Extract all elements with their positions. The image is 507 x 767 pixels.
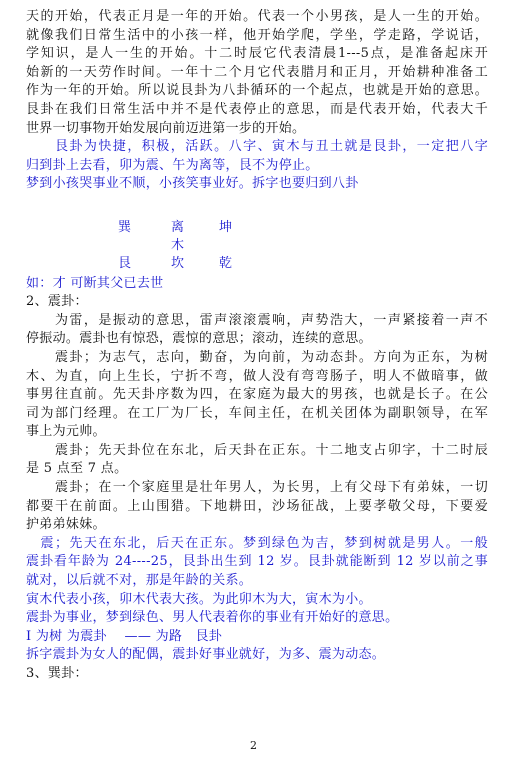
diagram-kun: 坤: [219, 219, 233, 235]
diagram-xun: 巽: [118, 219, 132, 235]
text-line: 事男往直前。先天卦序数为四，在家庭为最大的男孩，也就是长子。在公: [26, 387, 488, 403]
annotation-line: 震卦为事业，梦到绿色、男人代表着你的事业有开始好的意思。: [26, 610, 399, 626]
text-line: 停振动。震卦也有惊恐，震惊的意思；滚动，连续的意思。: [26, 331, 372, 347]
text-line: 学知识，是人一生的开始。十二时辰它代表清晨1---5点，是准备起床开: [26, 46, 488, 62]
annotation-line: 就对，以后就不对，那是年龄的关系。: [26, 573, 253, 589]
text-line: 世界一切事物开始发展向前迈进第一步的开始。: [26, 120, 306, 136]
text-line: 震卦；为志气，志向，勤奋，为向前，为动态卦。方向为正东，为树: [26, 349, 488, 365]
paragraph-zhen-3: [26, 442, 488, 479]
text-line: 都要干在前面。上山围猎。下地耕田，沙场征战，上要孝敬父母，下要爱: [26, 498, 488, 514]
annotation-line: 归到卦上去看，卯为震、午为离等，艮不为停止。: [26, 157, 319, 173]
spacer: [26, 194, 488, 213]
paragraph-zhen-1: [26, 312, 488, 349]
text-line: 司为部门经理。在工厂为厂长，车间主任，在机关团体为副职领导，在军: [26, 405, 488, 421]
diagram-li: 离: [171, 219, 185, 235]
text-line: 就像我们日常生活中的小孩一样，他开始学爬，学坐，学走路，学说话，: [26, 27, 488, 43]
paragraph-zhen-4: [26, 479, 488, 535]
paragraph-gen-trigram: [26, 8, 488, 138]
example-line: 如：才 可断其父已去世: [26, 275, 164, 291]
annotation-line: 震卦看年龄为 24----25，艮卦出生到 12 岁。艮卦就能断到 12 岁以前之事: [26, 554, 488, 570]
text-line: 为雷，是振动的意思，雷声滚滚震响，声势浩大，一声紧接着一声不: [26, 312, 488, 328]
annotation-line: 寅木代表小孩，卯木代表大孩。为此卯木为大，寅木为小。: [26, 591, 372, 607]
section-heading-xun: 3、巽卦：: [26, 666, 88, 681]
paragraph-zhen-2: [26, 349, 488, 442]
diagram-qian: 乾: [219, 255, 233, 271]
diagram-mu: 木: [171, 237, 185, 253]
trigram-diagram: [26, 219, 488, 275]
text-line: 艮卦在我们日常生活中并不是代表停止的意思，而是代表开始，代表大千: [26, 101, 488, 117]
text-line: 护弟弟妹妹。: [26, 517, 106, 533]
text-line: 事上为元帅。: [26, 424, 106, 440]
diagram-gen: 艮: [118, 255, 132, 271]
diagram-kan: 坎: [171, 255, 185, 271]
text-line: 天的开始，代表正月是一年的开始。代表一个小男孩，是人一生的开始。: [26, 9, 488, 24]
annotation-line: 震；先天在东北，后天在正东。梦到绿色为吉，梦到树就是男人。一般: [26, 535, 488, 551]
annotation-line: 梦到小孩哭事业不顺，小孩笑事业好。拆字也要归到八卦: [26, 176, 359, 192]
section-heading-zhen: 2、震卦：: [26, 294, 88, 310]
text-line: 震卦；在一个家庭里是壮年男人，为长男，上有父母下有弟妹，一切: [26, 480, 488, 496]
document-page: [26, 8, 488, 684]
text-line: 是 5 点至 7 点。: [26, 461, 128, 477]
page-number: 2: [250, 739, 257, 752]
annotation-gen-trigram: [26, 138, 488, 194]
annotation-line: I 为树 为震卦 —— 为路 艮卦: [26, 628, 223, 644]
annotation-zhen-trigram: [26, 535, 488, 665]
text-line: 作为一年的开始。所以说艮卦为八卦循环的一个起点，也就是开始的意思。: [26, 83, 488, 99]
text-line: 始新的一天劳作时间。一年十二个月它代表腊月和正月，开始耕种准备工: [26, 64, 488, 80]
annotation-line: 艮卦为快捷，积极，活跃。八字、寅木与丑土就是艮卦，一定把八字: [26, 139, 488, 155]
text-line: 震卦；先天卦位在东北，后天卦在正东。十二地支占卯字，十二时辰: [26, 442, 488, 458]
text-line: 木、为直，向上生长，宁折不弯，做人没有弯弯肠子，明人不做暗事，做: [26, 368, 488, 384]
annotation-line: 拆字震卦为女人的配偶，震卦好事业就好，为多、震为动态。: [26, 647, 386, 663]
